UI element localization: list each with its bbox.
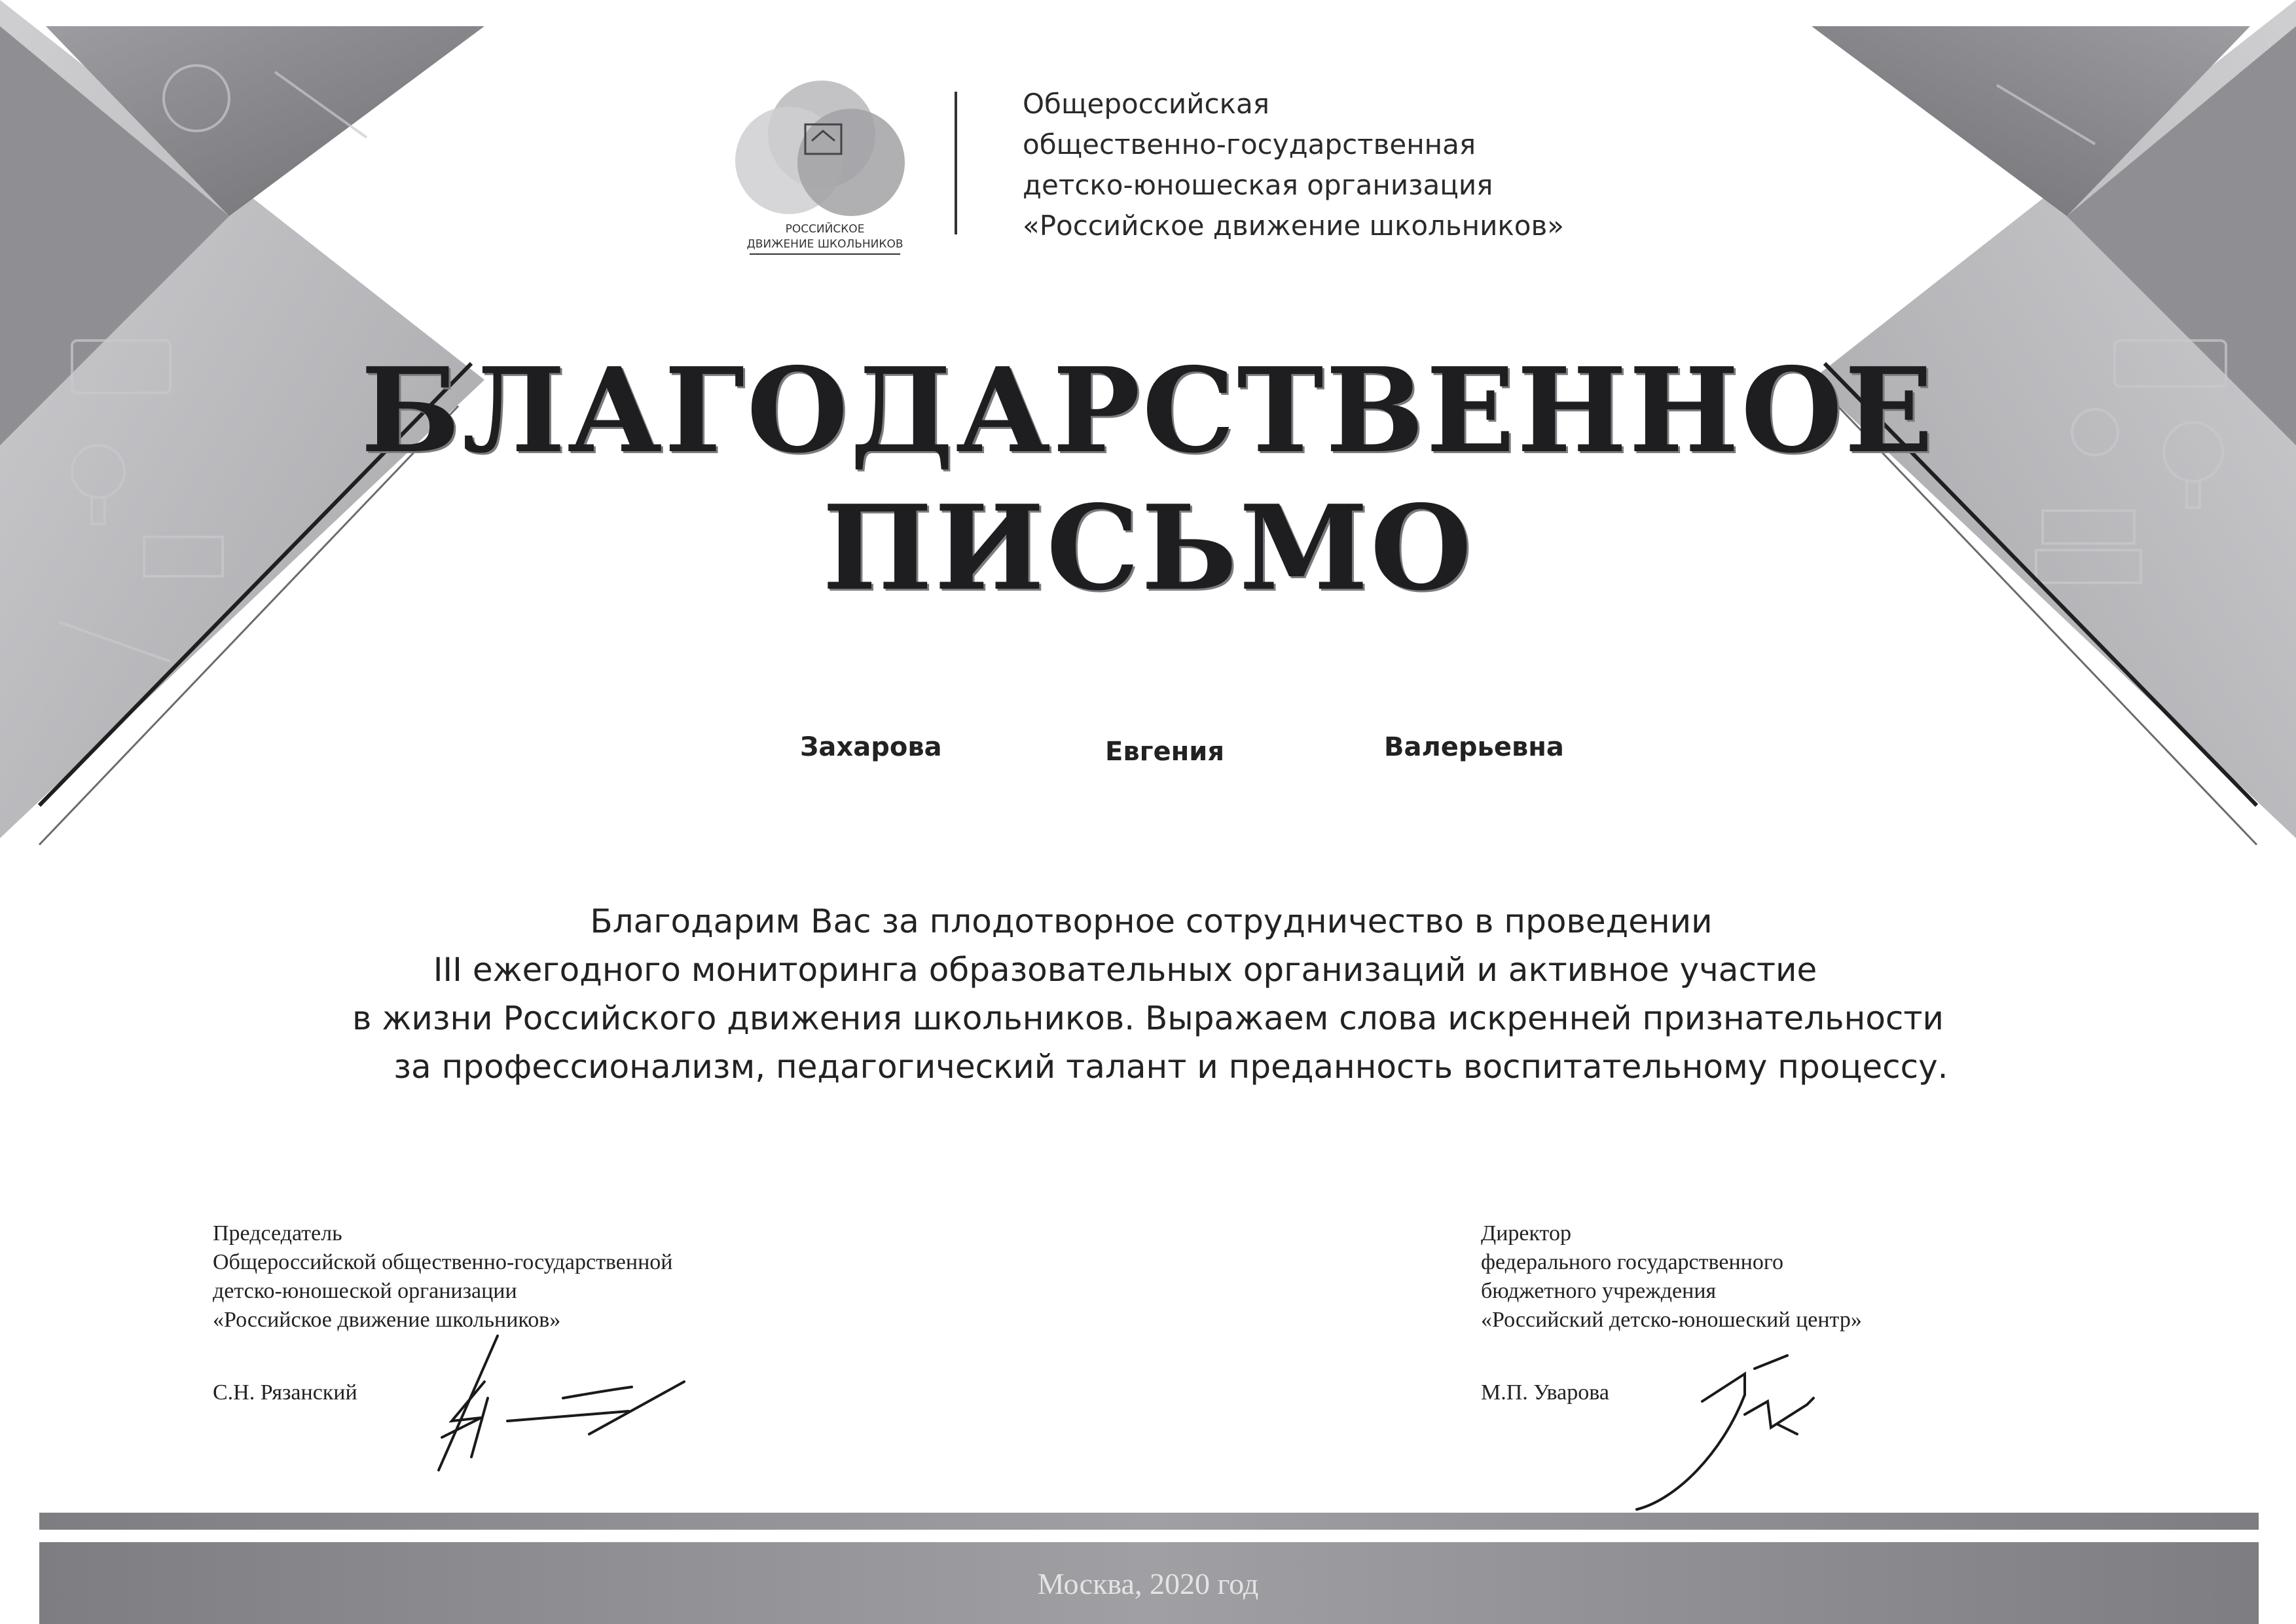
signatory-left-line-4: «Российское движение школьников» bbox=[213, 1308, 561, 1332]
signatory-left-line-1: Председатель bbox=[213, 1221, 342, 1246]
signatory-left-position bbox=[213, 1219, 672, 1335]
org-line-3: детско-юношеская организация bbox=[1023, 169, 1493, 201]
organization-name bbox=[1023, 84, 1564, 246]
signatory-right-line-3: бюджетного учреждения bbox=[1481, 1279, 1717, 1303]
body-line-3: в жизни Российского движения школьников. Выражаем слова искренней признательности bbox=[352, 999, 1944, 1037]
signatory-left-name: С.Н. Рязанский bbox=[213, 1380, 357, 1405]
signatory-right-name: М.П. Уварова bbox=[1481, 1380, 1609, 1405]
org-line-4: «Российское движение школьников» bbox=[1023, 210, 1564, 242]
title-line-1: БЛАГОДАРСТВЕННОЕ bbox=[361, 342, 1935, 479]
recipient-first-name: Евгения bbox=[1105, 737, 1225, 767]
rdsh-logo bbox=[735, 81, 905, 254]
signatory-left-line-2: Общероссийской общественно-государственной bbox=[213, 1250, 673, 1274]
signatory-right-line-2: федерального государственного bbox=[1481, 1250, 1783, 1274]
signatory-right-line-4: «Российский детско-юношеский центр» bbox=[1481, 1308, 1862, 1332]
body-text bbox=[0, 897, 2296, 1091]
signatory-right-position bbox=[1481, 1219, 1862, 1335]
org-line-2: общественно-государственная bbox=[1023, 128, 1476, 160]
body-line-2: III ежегодного мониторинга образовательных организаций и активное участие bbox=[433, 951, 1817, 989]
body-line-1: Благодарим Вас за плодотворное сотрудничество в проведении bbox=[590, 902, 1713, 940]
footer-city-year: Москва, 2020 год bbox=[1037, 1567, 1259, 1600]
recipient-surname: Захарова bbox=[800, 732, 942, 762]
signature-left bbox=[439, 1336, 684, 1470]
title-line-2: ПИСЬМО bbox=[822, 479, 1474, 616]
signatory-right-line-1: Директор bbox=[1481, 1221, 1571, 1246]
logo-text-2: ДВИЖЕНИЕ ШКОЛЬНИКОВ bbox=[746, 238, 903, 251]
body-line-4: за профессионализм, педагогический талант и преданность воспитательному процессу. bbox=[393, 1048, 1948, 1086]
recipient-patronymic: Валерьевна bbox=[1384, 732, 1564, 762]
signatory-left-line-3: детско-юношеской организации bbox=[213, 1279, 517, 1303]
logo-text-1: РОССИЙСКОЕ bbox=[785, 223, 865, 236]
org-line-1: Общероссийская bbox=[1023, 88, 1269, 120]
signature-right bbox=[1637, 1356, 1813, 1509]
